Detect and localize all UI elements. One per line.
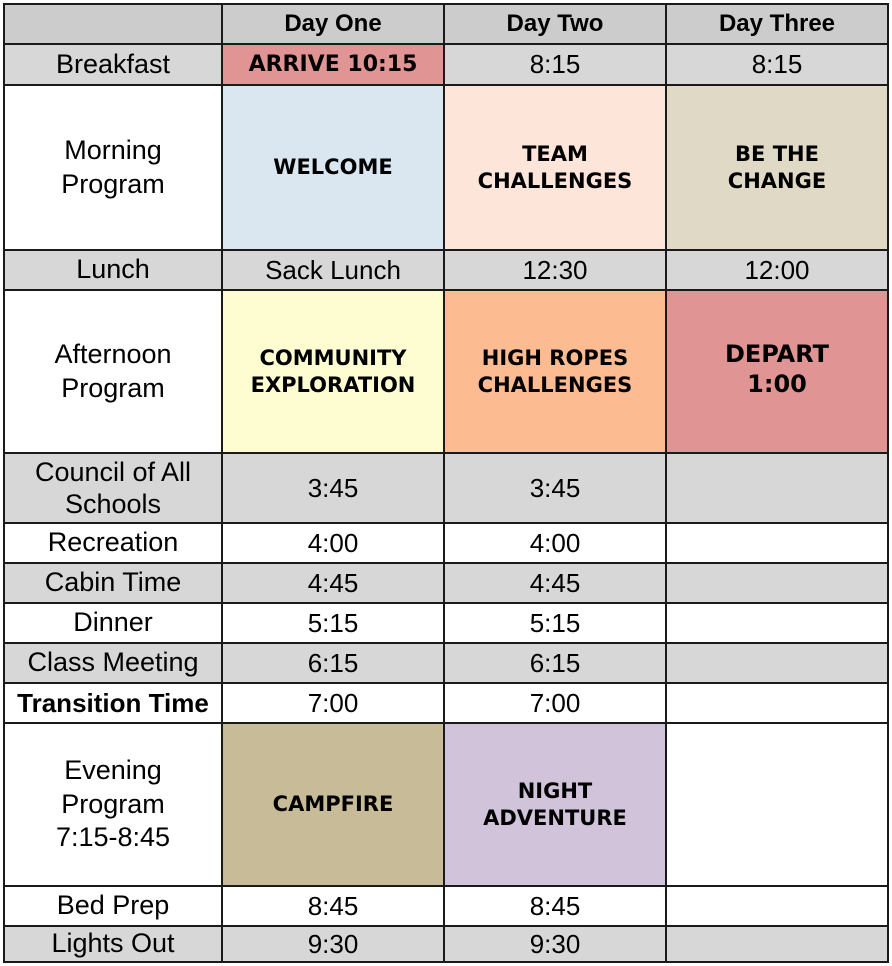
bed-prep-day-three xyxy=(666,886,888,926)
cabin-day-three xyxy=(666,563,888,603)
transition-day-three xyxy=(666,683,888,723)
recreation-day-two: 4:00 xyxy=(444,523,666,563)
be-the-change-cell xyxy=(666,85,888,250)
row-label-lunch: Lunch xyxy=(4,250,222,290)
team-challenges-cell xyxy=(444,85,666,250)
council-day-three xyxy=(666,453,888,523)
bed-prep-day-two: 8:45 xyxy=(444,886,666,926)
prog-line: ADVENTURE xyxy=(483,805,627,830)
cabin-row xyxy=(4,563,888,603)
cabin-day-one: 4:45 xyxy=(222,563,444,603)
breakfast-row xyxy=(4,44,888,85)
row-label-lights-out: Lights Out xyxy=(4,926,222,962)
header-day-one: Day One xyxy=(222,4,444,44)
label-line: Program xyxy=(61,168,165,199)
row-label-afternoon xyxy=(4,290,222,453)
dinner-day-two: 5:15 xyxy=(444,603,666,643)
cabin-day-two: 4:45 xyxy=(444,563,666,603)
row-label-recreation: Recreation xyxy=(4,523,222,563)
recreation-row xyxy=(4,523,888,563)
lunch-day-two: 12:30 xyxy=(444,250,666,290)
prog-line: COMMUNITY xyxy=(259,346,407,371)
header-day-three: Day Three xyxy=(666,4,888,44)
prog-line: CHALLENGES xyxy=(477,168,633,193)
lunch-day-three: 12:00 xyxy=(666,250,888,290)
afternoon-row xyxy=(4,290,888,453)
header-row xyxy=(4,4,888,44)
campfire-cell: CAMPFIRE xyxy=(222,723,444,886)
lunch-day-one: Sack Lunch xyxy=(222,250,444,290)
transition-day-one: 7:00 xyxy=(222,683,444,723)
evening-row xyxy=(4,723,888,886)
lights-out-day-three xyxy=(666,926,888,962)
dinner-day-one: 5:15 xyxy=(222,603,444,643)
transition-day-two: 7:00 xyxy=(444,683,666,723)
row-label-council xyxy=(4,453,222,523)
dinner-day-three xyxy=(666,603,888,643)
breakfast-day-two: 8:15 xyxy=(444,44,666,85)
prog-line: TEAM xyxy=(522,142,588,167)
row-label-dinner: Dinner xyxy=(4,603,222,643)
class-meeting-day-two: 6:15 xyxy=(444,643,666,683)
label-line: Morning xyxy=(64,134,162,165)
council-day-two: 3:45 xyxy=(444,453,666,523)
row-label-transition: Transition Time xyxy=(4,683,222,723)
breakfast-day-three: 8:15 xyxy=(666,44,888,85)
row-label-morning xyxy=(4,85,222,250)
class-meeting-day-one: 6:15 xyxy=(222,643,444,683)
welcome-cell: WELCOME xyxy=(222,85,444,250)
prog-line: EXPLORATION xyxy=(250,372,416,397)
prog-line: CHANGE xyxy=(727,168,827,193)
council-day-one: 3:45 xyxy=(222,453,444,523)
label-line: Afternoon xyxy=(54,338,172,369)
row-label-class-meeting: Class Meeting xyxy=(4,643,222,683)
prog-line: CHALLENGES xyxy=(477,372,633,397)
prog-line: DEPART xyxy=(724,340,830,368)
prog-line: HIGH ROPES xyxy=(481,346,629,371)
bed-prep-row xyxy=(4,886,888,926)
prog-line: 1:00 xyxy=(747,370,807,398)
lights-out-row xyxy=(4,926,888,962)
prog-line: NIGHT xyxy=(517,779,593,804)
label-line: Schools xyxy=(64,489,162,519)
row-label-evening xyxy=(4,723,222,886)
row-label-cabin: Cabin Time xyxy=(4,563,222,603)
label-line: Program xyxy=(61,372,165,403)
transition-row xyxy=(4,683,888,723)
high-ropes-cell xyxy=(444,290,666,453)
row-label-bed-prep: Bed Prep xyxy=(4,886,222,926)
label-line: Evening xyxy=(64,754,162,785)
class-meeting-day-three xyxy=(666,643,888,683)
evening-day-three xyxy=(666,723,888,886)
prog-line: BE THE xyxy=(735,142,819,167)
lights-out-day-two: 9:30 xyxy=(444,926,666,962)
class-meeting-row xyxy=(4,643,888,683)
morning-row xyxy=(4,85,888,250)
label-line: 7:15-8:45 xyxy=(55,822,171,853)
label-line: Council of All xyxy=(34,456,192,487)
row-label-breakfast: Breakfast xyxy=(4,44,222,85)
bed-prep-day-one: 8:45 xyxy=(222,886,444,926)
council-row xyxy=(4,453,888,523)
corner-cell xyxy=(4,4,222,44)
depart-cell xyxy=(666,290,888,453)
dinner-row xyxy=(4,603,888,643)
label-line: Program xyxy=(61,788,165,819)
recreation-day-three xyxy=(666,523,888,563)
lights-out-day-one: 9:30 xyxy=(222,926,444,962)
recreation-day-one: 4:00 xyxy=(222,523,444,563)
lunch-row xyxy=(4,250,888,290)
header-day-two: Day Two xyxy=(444,4,666,44)
arrive-cell: ARRIVE 10:15 xyxy=(222,44,444,85)
night-adventure-cell xyxy=(444,723,666,886)
community-exploration-cell xyxy=(222,290,444,453)
schedule-table xyxy=(3,3,889,963)
